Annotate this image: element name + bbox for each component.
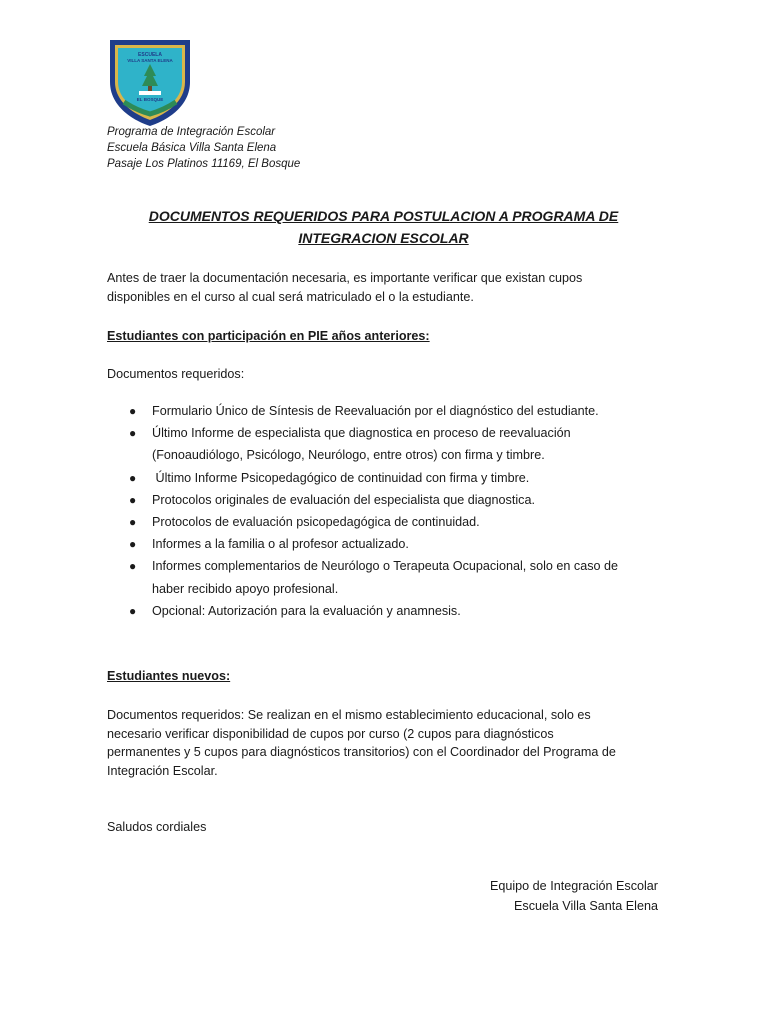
section2-line-2: necesario verificar disponibilidad de cupos por curso (2 cupos para diagnósticos	[107, 726, 554, 741]
list-item-text: Protocolos originales de evaluación del especialista que diagnostica.	[152, 492, 535, 507]
list-item	[107, 422, 667, 466]
title-line-1: DOCUMENTOS REQUERIDOS PARA POSTULACION A PROGRAMA DE	[148, 208, 619, 224]
bullet-icon: ●	[129, 515, 137, 530]
school-header	[107, 124, 300, 172]
list-item	[107, 400, 667, 422]
signature-school: Escuela Villa Santa Elena	[514, 899, 658, 913]
bullet-icon: ●	[129, 603, 137, 618]
section2-line-4: Integración Escolar.	[107, 763, 218, 778]
header-program: Programa de Integración Escolar	[107, 126, 276, 138]
section2-line-1: Documentos requeridos: Se realizan en el mismo establecimiento educacional, solo es	[107, 708, 591, 722]
bullet-icon: ●	[129, 470, 137, 485]
bullet-icon: ●	[129, 426, 137, 441]
section1-docs-label: Documentos requeridos:	[107, 367, 245, 381]
bullet-icon: ●	[129, 559, 137, 574]
list-item	[107, 489, 667, 511]
svg-text:ESCUELA: ESCUELA	[138, 52, 162, 58]
list-item-text: Formulario Único de Síntesis de Reevaluación por el diagnóstico del estudiante.	[152, 404, 599, 418]
svg-text:EL BOSQUE: EL BOSQUE	[136, 97, 164, 102]
list-item-text: Informes a la familia o al profesor actualizado.	[152, 537, 409, 552]
school-crest-logo	[106, 36, 194, 128]
required-documents-list	[107, 400, 667, 622]
signature-team: Equipo de Integración Escolar	[489, 879, 658, 893]
list-item-text: Protocolos de evaluación psicopedagógica de continuidad.	[152, 515, 480, 530]
bullet-icon: ●	[129, 492, 137, 507]
signature-block	[490, 876, 658, 916]
list-item-text: Informes complementarios de Neurólogo o Terapeuta Ocupacional, solo en caso de	[152, 559, 619, 574]
list-item-text: (Fonoaudiólogo, Psicólogo, Neurólogo, entre otros) con firma y timbre.	[152, 448, 545, 463]
bullet-icon: ●	[129, 404, 137, 418]
section1-heading: Estudiantes con participación en PIE años anteriores:	[107, 329, 430, 343]
list-item	[107, 467, 667, 489]
bullet-icon: ●	[129, 537, 137, 552]
section2-paragraph	[107, 706, 667, 780]
list-item	[107, 533, 667, 555]
svg-text:VILLA SANTA ELENA: VILLA SANTA ELENA	[127, 58, 173, 63]
list-item	[107, 600, 667, 622]
list-item-text: haber recibido apoyo profesional.	[152, 581, 339, 596]
section2-line-3: permanentes y 5 cupos para diagnósticos transitorios) con el Coordinador del Programa de	[107, 745, 616, 759]
header-school: Escuela Básica Villa Santa Elena	[107, 142, 277, 154]
list-item-text: Último Informe de especialista que diagnostica en proceso de reevaluación	[152, 426, 571, 441]
list-item	[107, 511, 667, 533]
list-item	[107, 555, 667, 599]
intro-line-1: Antes de traer la documentación necesaria, es importante verificar que existan cupos	[107, 271, 583, 285]
list-item-text: Último Informe Psicopedagógico de continuidad con firma y timbre.	[152, 470, 530, 485]
intro-line-2: disponibles en el curso al cual será matriculado el o la estudiante.	[107, 289, 474, 304]
closing-greeting: Saludos cordiales	[107, 820, 207, 834]
header-address: Pasaje Los Platinos 11169, El Bosque	[107, 158, 301, 170]
document-title	[107, 205, 660, 249]
section2-heading: Estudiantes nuevos:	[107, 669, 231, 683]
list-item-text: Opcional: Autorización para la evaluación y anamnesis.	[152, 603, 461, 618]
intro-paragraph	[107, 269, 667, 306]
title-line-2: INTEGRACION ESCOLAR	[298, 230, 469, 246]
